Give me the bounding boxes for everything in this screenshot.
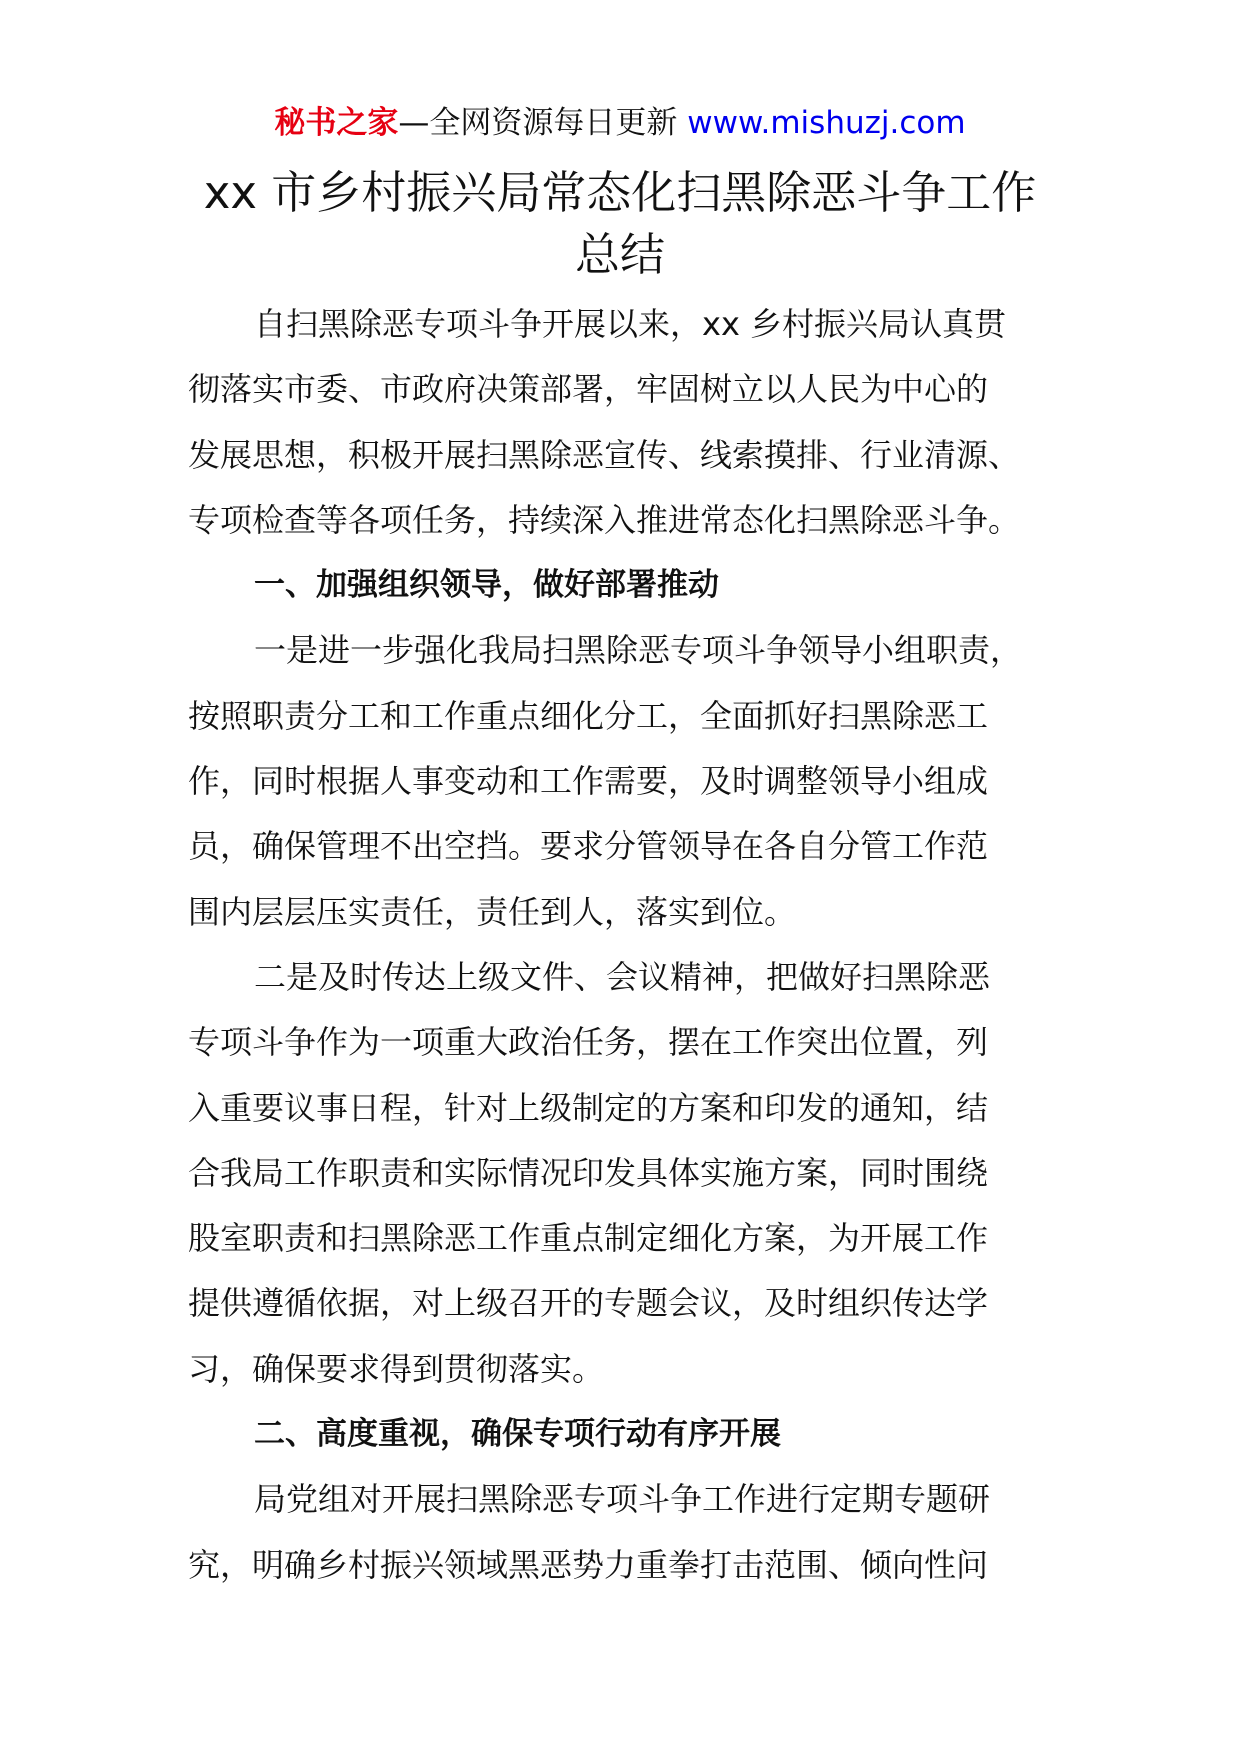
paragraph-line: 合我局工作职责和实际情况印发具体实施方案，同时围绕	[188, 1153, 989, 1192]
intro-paragraph-line: 自扫黑除恶专项斗争开展以来，xx 乡村振兴局认真贯	[254, 305, 1007, 343]
paragraph-line: 股室职责和扫黑除恶工作重点制定细化方案，为开展工作	[188, 1219, 989, 1258]
paragraph-line: 围内层层压实责任，责任到人，落实到位。	[188, 892, 797, 931]
source-banner	[0, 100, 1240, 146]
paragraph-line: 员，确保管理不出空挡。要求分管领导在各自分管工作范	[188, 827, 989, 866]
site-link[interactable]: www.mishuzj.com	[687, 105, 966, 141]
intro-paragraph-line: 发展思想，积极开展扫黑除恶宣传、线索摸排、行业清源、	[188, 435, 1021, 474]
document-title	[160, 162, 1080, 286]
document-body	[188, 292, 1056, 1598]
paragraph-line: 究，明确乡村振兴领域黑恶势力重拳打击范围、倾向性问	[188, 1545, 989, 1584]
paragraph-line: 提供遵循依据，对上级召开的专题会议，及时组织传达学	[188, 1284, 989, 1323]
intro-paragraph-line: 彻落实市委、市政府决策部署，牢固树立以人民为中心的	[188, 370, 989, 409]
paragraph-line: 按照职责分工和工作重点细化分工，全面抓好扫黑除恶工	[188, 696, 989, 735]
paragraph-line: 作，同时根据人事变动和工作需要，及时调整领导小组成	[188, 762, 989, 801]
paragraph-line: 专项斗争作为一项重大政治任务，摆在工作突出位置，列	[188, 1023, 989, 1062]
paragraph-line: 二是及时传达上级文件、会议精神，把做好扫黑除恶	[254, 957, 991, 996]
paragraph-line: 习，确保要求得到贯彻落实。	[188, 1349, 605, 1388]
title-line-2: 总结	[574, 228, 665, 281]
banner-slogan: —全网资源每日更新	[398, 105, 688, 141]
section-heading-2: 二、高度重视，确保专项行动有序开展	[254, 1416, 781, 1453]
brand-name: 秘书之家	[274, 105, 399, 141]
paragraph-line: 入重要议事日程，针对上级制定的方案和印发的通知，结	[188, 1088, 989, 1127]
paragraph-line: 一是进一步强化我局扫黑除恶专项斗争领导小组职责，	[254, 631, 1023, 670]
title-line-1: xx 市乡村振兴局常态化扫黑除恶斗争工作	[203, 166, 1037, 219]
section-heading-1: 一、加强组织领导，做好部署推动	[254, 567, 719, 604]
paragraph-line: 局党组对开展扫黑除恶专项斗争工作进行定期专题研	[254, 1480, 991, 1519]
intro-paragraph-line: 专项检查等各项任务，持续深入推进常态化扫黑除恶斗争。	[188, 500, 1021, 539]
